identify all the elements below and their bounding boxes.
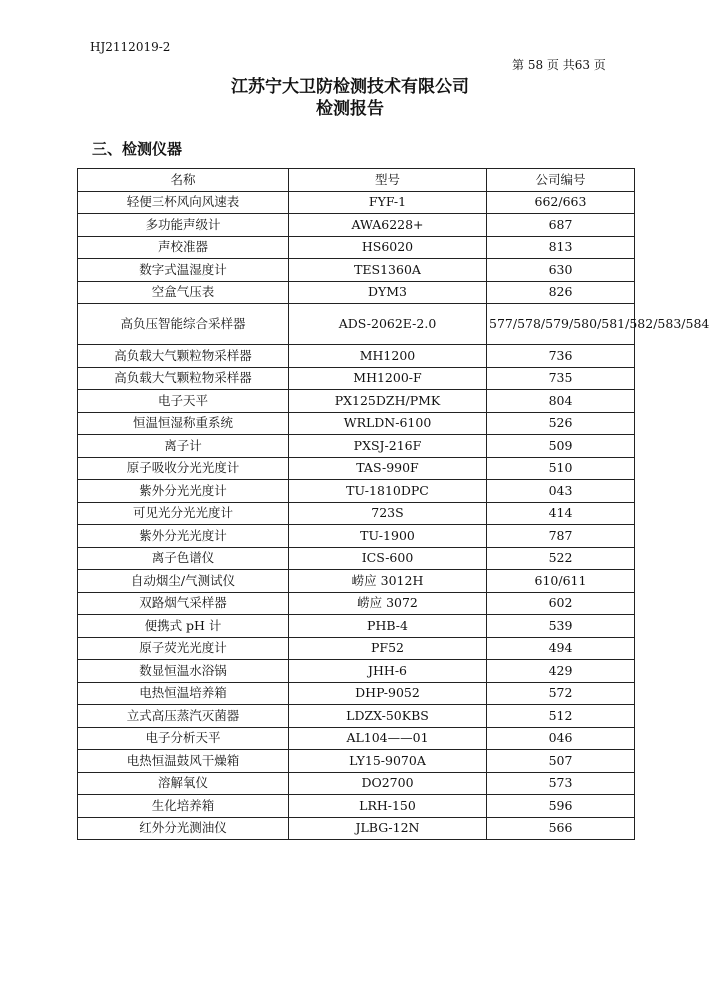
page-number: 第 58 页 共63 页 <box>512 58 606 72</box>
cell-company-no: 804 <box>487 390 635 413</box>
cell-name: 离子色谱仪 <box>78 547 289 570</box>
cell-company-no: 813 <box>487 236 635 259</box>
cell-company-no: 429 <box>487 660 635 683</box>
cell-name: 便携式 pH 计 <box>78 615 289 638</box>
cell-name: 高负载大气颗粒物采样器 <box>78 367 289 390</box>
table-row <box>78 750 635 773</box>
table-row <box>78 660 635 683</box>
cell-name: 电子分析天平 <box>78 727 289 750</box>
cell-model: TES1360A <box>289 259 487 282</box>
report-title: 检测报告 <box>316 99 384 119</box>
cell-name: 声校准器 <box>78 236 289 259</box>
cell-name: 红外分光测油仪 <box>78 817 289 840</box>
cell-name: 原子吸收分光光度计 <box>78 457 289 480</box>
cell-name: 多功能声级计 <box>78 214 289 237</box>
cell-name: 生化培养箱 <box>78 795 289 818</box>
cell-company-no: 512 <box>487 705 635 728</box>
table-header-row <box>78 169 635 192</box>
cell-model: HS6020 <box>289 236 487 259</box>
cell-company-no: 596 <box>487 795 635 818</box>
table-row <box>78 502 635 525</box>
cell-company-no: 662/663 <box>487 191 635 214</box>
cell-model: TU-1900 <box>289 525 487 548</box>
section-title: 三、检测仪器 <box>92 140 183 158</box>
cell-name: 电热恒温培养箱 <box>78 682 289 705</box>
cell-company-no: 494 <box>487 637 635 660</box>
cell-model: JHH-6 <box>289 660 487 683</box>
table-row <box>78 259 635 282</box>
cell-model: PX125DZH/PMK <box>289 390 487 413</box>
cell-model: DHP-9052 <box>289 682 487 705</box>
cell-model: 崂应 3012H <box>289 570 487 593</box>
table-row <box>78 727 635 750</box>
table-row <box>78 682 635 705</box>
table-row <box>78 457 635 480</box>
cell-model: PHB-4 <box>289 615 487 638</box>
cell-company-no: 539 <box>487 615 635 638</box>
cell-company-no: 735 <box>487 367 635 390</box>
cell-name: 数字式温湿度计 <box>78 259 289 282</box>
cell-company-no: 610/611 <box>487 570 635 593</box>
cell-name: 轻便三杯风向风速表 <box>78 191 289 214</box>
table-row <box>78 817 635 840</box>
cell-company-no: 573 <box>487 772 635 795</box>
table-row <box>78 547 635 570</box>
cell-company-no: 414 <box>487 502 635 525</box>
cell-model: PXSJ-216F <box>289 435 487 458</box>
cell-model: ADS-2062E-2.0 <box>289 304 487 345</box>
table-row <box>78 592 635 615</box>
cell-company-no: 509 <box>487 435 635 458</box>
cell-company-no: 826 <box>487 281 635 304</box>
cell-model: TU-1810DPC <box>289 480 487 503</box>
cell-model: JLBG-12N <box>289 817 487 840</box>
table-row <box>78 795 635 818</box>
table-row <box>78 525 635 548</box>
cell-name: 紫外分光光度计 <box>78 480 289 503</box>
cell-name: 数显恒温水浴锅 <box>78 660 289 683</box>
cell-model: LRH-150 <box>289 795 487 818</box>
cell-model: 崂应 3072 <box>289 592 487 615</box>
table-row <box>78 390 635 413</box>
instrument-table <box>77 168 709 840</box>
table-row <box>78 637 635 660</box>
company-name: 江苏宁大卫防检测技术有限公司 <box>231 77 469 97</box>
cell-company-no: 566 <box>487 817 635 840</box>
cell-model: LDZX-50KBS <box>289 705 487 728</box>
table-row <box>78 367 635 390</box>
cell-model: 723S <box>289 502 487 525</box>
header-company-no: 公司编号 <box>487 169 635 192</box>
cell-model: PF52 <box>289 637 487 660</box>
cell-name: 离子计 <box>78 435 289 458</box>
cell-company-no: 572 <box>487 682 635 705</box>
cell-name: 紫外分光光度计 <box>78 525 289 548</box>
cell-company-no: 507 <box>487 750 635 773</box>
table-row <box>78 214 635 237</box>
cell-name: 高负压智能综合采样器 <box>78 304 289 345</box>
cell-name: 可见光分光光度计 <box>78 502 289 525</box>
table-row <box>78 236 635 259</box>
cell-company-no: 577/578/579/580/581/582/583/584 <box>487 304 635 345</box>
cell-company-no: 787 <box>487 525 635 548</box>
cell-model: DYM3 <box>289 281 487 304</box>
table-row <box>78 345 635 368</box>
document-id: HJ2112019-2 <box>90 40 171 54</box>
table-row <box>78 304 635 345</box>
cell-name: 电子天平 <box>78 390 289 413</box>
cell-name: 自动烟尘/气测试仪 <box>78 570 289 593</box>
cell-company-no: 526 <box>487 412 635 435</box>
cell-model: MH1200 <box>289 345 487 368</box>
header-model: 型号 <box>289 169 487 192</box>
cell-model: TAS-990F <box>289 457 487 480</box>
table-row <box>78 480 635 503</box>
cell-company-no: 046 <box>487 727 635 750</box>
cell-name: 高负载大气颗粒物采样器 <box>78 345 289 368</box>
table-row <box>78 615 635 638</box>
cell-name: 立式高压蒸汽灭菌器 <box>78 705 289 728</box>
cell-company-no: 687 <box>487 214 635 237</box>
cell-name: 电热恒温鼓风干燥箱 <box>78 750 289 773</box>
cell-company-no: 602 <box>487 592 635 615</box>
table-row <box>78 570 635 593</box>
table-row <box>78 435 635 458</box>
cell-company-no: 522 <box>487 547 635 570</box>
cell-model: AWA6228+ <box>289 214 487 237</box>
cell-model: FYF-1 <box>289 191 487 214</box>
cell-company-no: 043 <box>487 480 635 503</box>
table-row <box>78 191 635 214</box>
cell-company-no: 736 <box>487 345 635 368</box>
cell-model: DO2700 <box>289 772 487 795</box>
cell-company-no: 510 <box>487 457 635 480</box>
cell-model: AL104——01 <box>289 727 487 750</box>
table-row <box>78 705 635 728</box>
cell-model: WRLDN-6100 <box>289 412 487 435</box>
table-row <box>78 772 635 795</box>
cell-model: LY15-9070A <box>289 750 487 773</box>
header-name: 名称 <box>78 169 289 192</box>
table-row <box>78 281 635 304</box>
cell-company-no: 630 <box>487 259 635 282</box>
cell-name: 恒温恒湿称重系统 <box>78 412 289 435</box>
cell-name: 空盒气压表 <box>78 281 289 304</box>
cell-name: 原子荧光光度计 <box>78 637 289 660</box>
table-row <box>78 412 635 435</box>
cell-model: MH1200-F <box>289 367 487 390</box>
cell-model: ICS-600 <box>289 547 487 570</box>
cell-name: 双路烟气采样器 <box>78 592 289 615</box>
cell-name: 溶解氧仪 <box>78 772 289 795</box>
